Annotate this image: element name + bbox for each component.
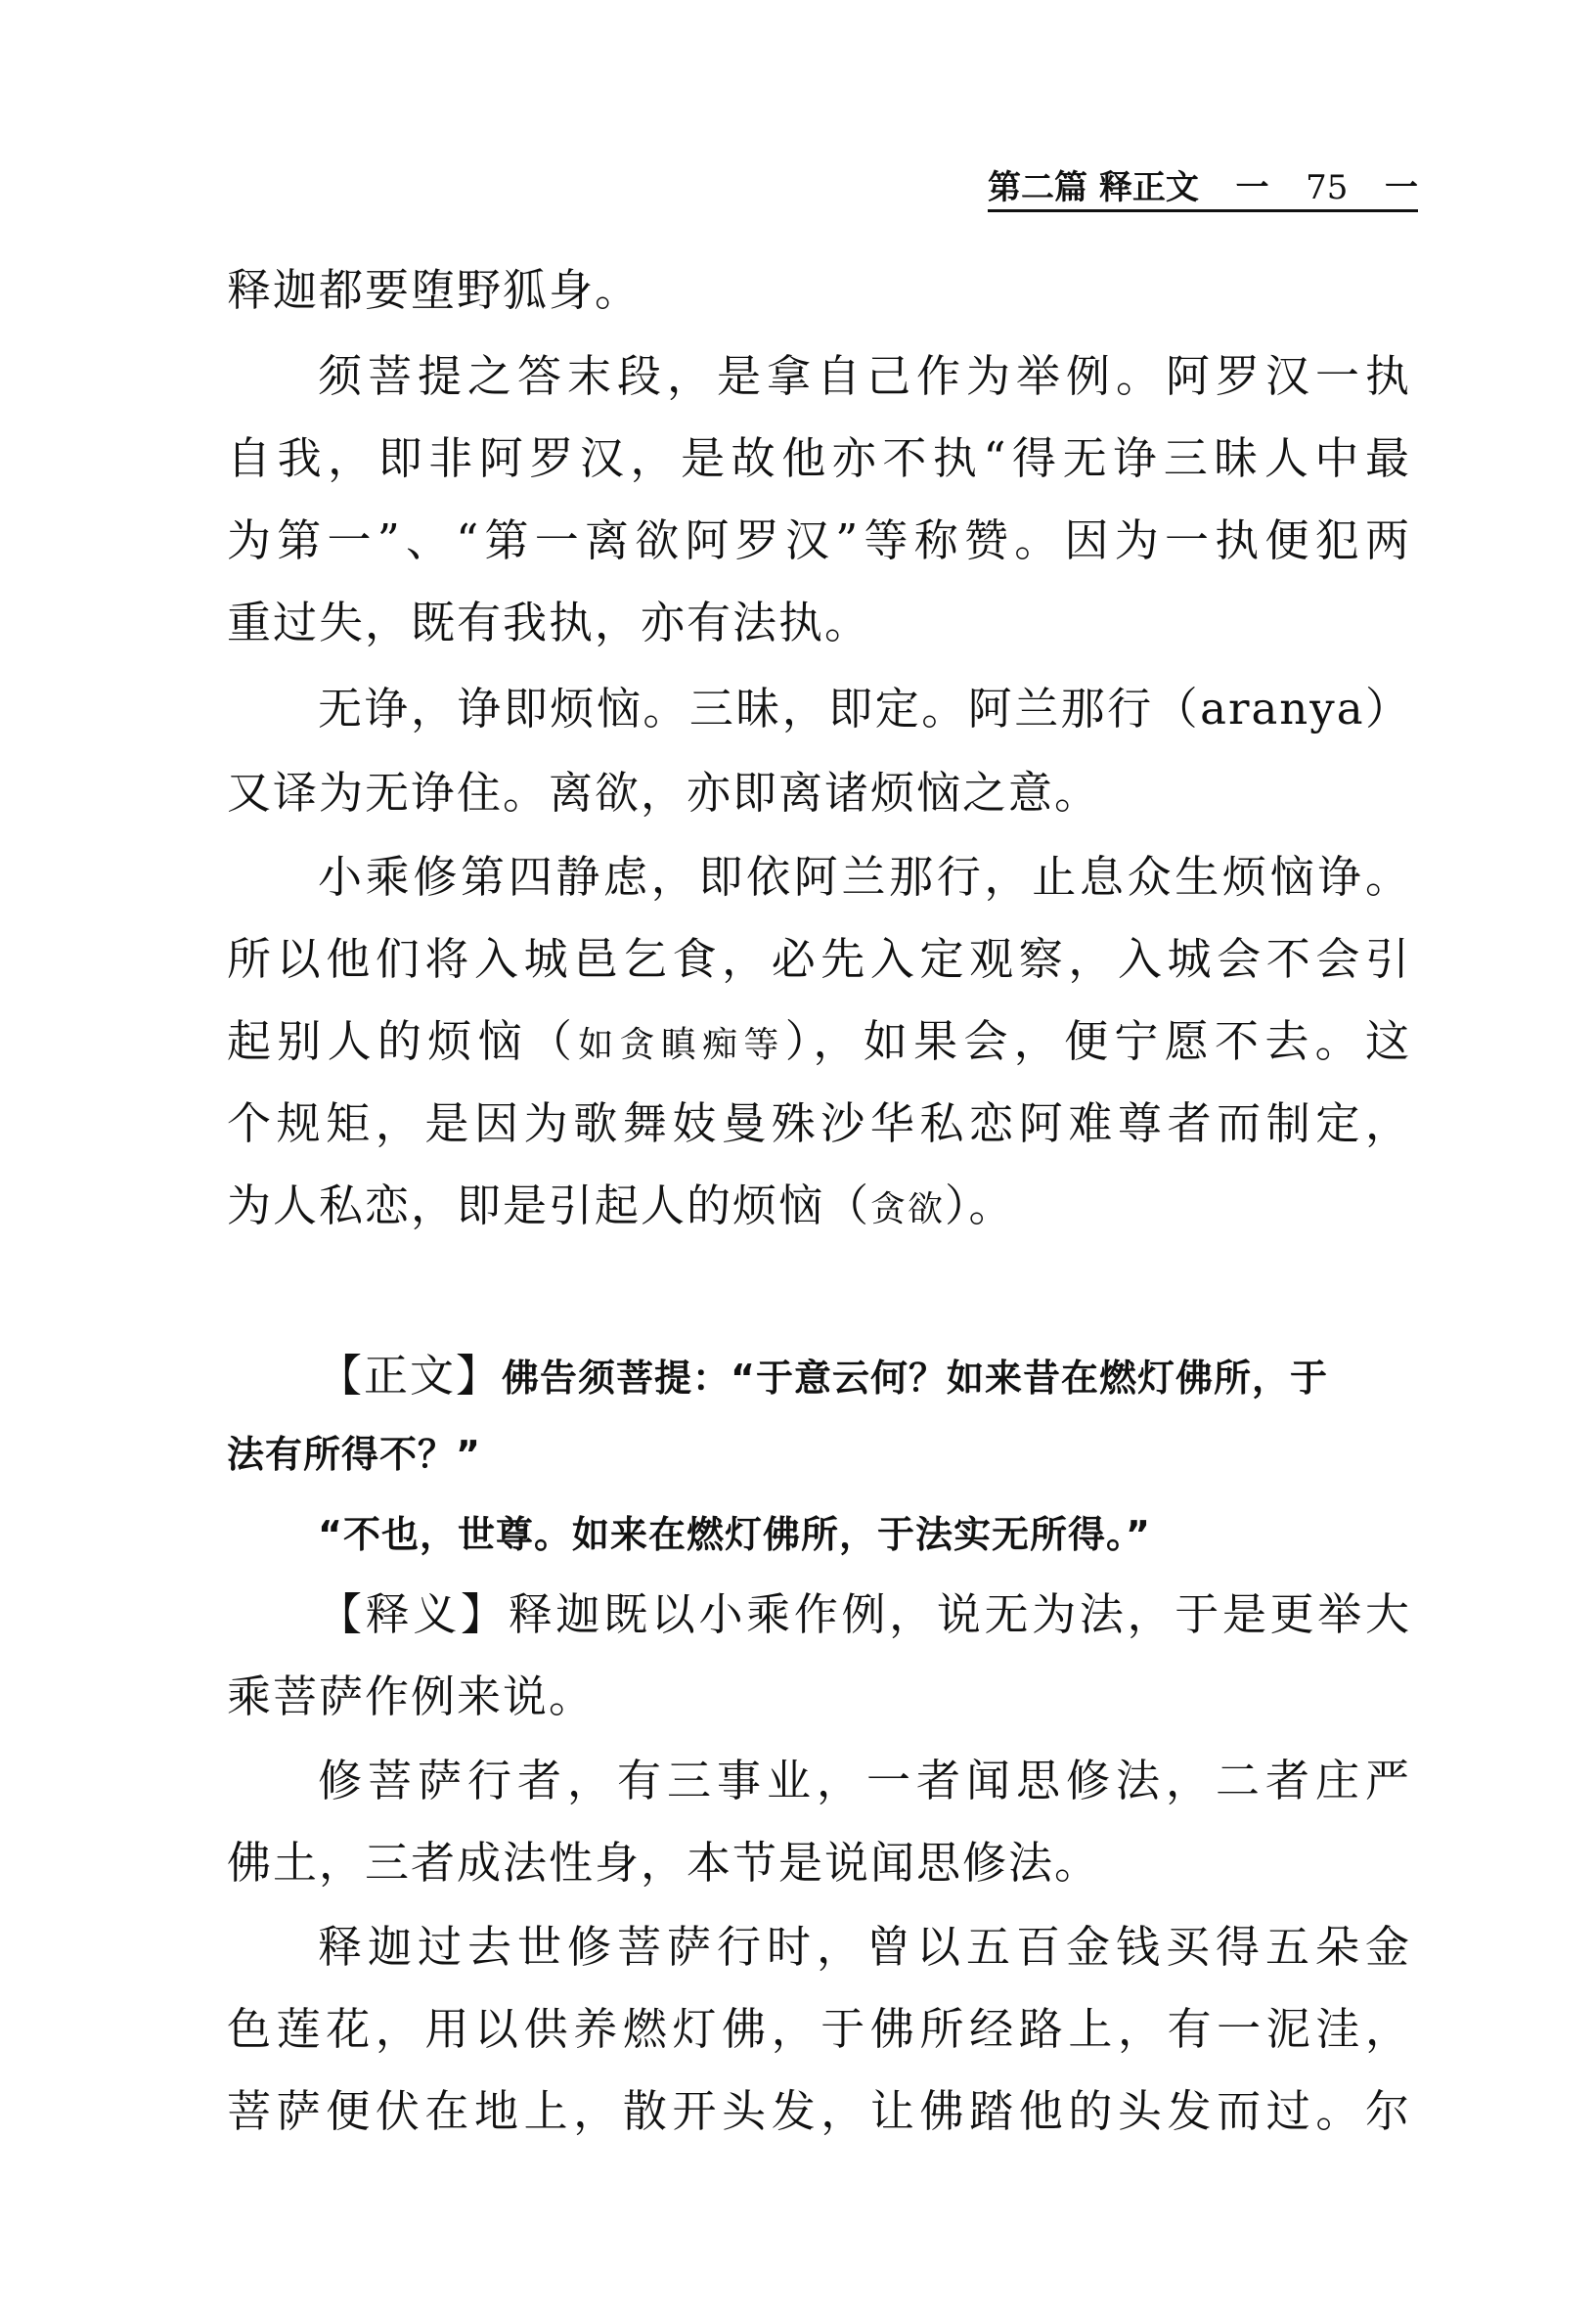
text-line: 乘菩萨作例来说。: [227, 1670, 596, 1722]
text-segment: ）。: [945, 1180, 1015, 1231]
text-line: 所以他们将入城邑乞食，必先入定观察，入城会不会引: [227, 933, 1411, 985]
section-title: 第二篇 释正文: [988, 168, 1199, 207]
text-line: [227, 1007, 1411, 1076]
section-tag: 【正文】: [318, 1350, 503, 1402]
section-tag: 【释义】: [318, 1588, 509, 1640]
text-segment: 佛告须菩提：“于意云何？如来昔在燃灯佛所，于: [502, 1357, 1328, 1400]
text-line: 菩萨便伏在地上，散开头发，让佛踏他的头发而过。尔: [227, 2085, 1411, 2137]
text-line: “不也，世尊。如来在燃灯佛所，于法实无所得。”: [318, 1513, 1151, 1556]
text-line: 无诤，诤即烦恼。三昧，即定。阿兰那行（aranya）: [318, 683, 1411, 735]
text-segment: 为人私恋，即是引起人的烦恼（: [227, 1180, 871, 1231]
text-line: 为第一”、“第一离欲阿罗汉”等称赞。因为一执便犯两: [227, 514, 1411, 566]
text-line: 释迦过去世修菩萨行时，曾以五百金钱买得五朵金: [318, 1921, 1411, 1973]
header-rule: [988, 209, 1418, 212]
text-line: [227, 1172, 1015, 1240]
text-line: 又译为无诤住。离欲，亦即离诸烦恼之意。: [227, 767, 1101, 819]
header-dash-left: 一: [1235, 168, 1269, 207]
text-line: [318, 1342, 1411, 1410]
header-dash-right: 一: [1384, 168, 1418, 207]
page-number: 75: [1306, 168, 1349, 207]
text-line: 重过失，既有我执，亦有法执。: [227, 597, 871, 648]
text-line: [318, 1581, 1411, 1649]
running-header: [988, 158, 1418, 209]
text-line: 须菩提之答末段，是拿自己作为举例。阿罗汉一执: [318, 350, 1411, 402]
small-note: 贪欲: [870, 1189, 946, 1229]
text-line: 法有所得不？”: [227, 1433, 481, 1476]
text-line: 修菩萨行者，有三事业，一者闻思修法，二者庄严: [318, 1755, 1411, 1806]
small-note: 如贪瞋痴等: [578, 1025, 785, 1065]
text-line: 色莲花，用以供养燃灯佛，于佛所经路上，有一泥洼，: [227, 2003, 1411, 2055]
text-line: 自我，即非阿罗汉，是故他亦不执“得无诤三昧人中最: [227, 432, 1411, 484]
text-segment: 释迦既以小乘作例，说无为法，于是更举大: [508, 1588, 1411, 1640]
text-line: 小乘修第四静虑，即依阿兰那行，止息众生烦恼诤。: [318, 851, 1411, 903]
text-line: 个规矩，是因为歌舞妓曼殊沙华私恋阿难尊者而制定，: [227, 1097, 1411, 1149]
text-line: 释迦都要堕野狐身。: [227, 264, 642, 316]
text-line: 佛土，三者成法性身，本节是说闻思修法。: [227, 1837, 1101, 1889]
text-segment: ），如果会，便宁愿不去。这: [784, 1015, 1411, 1067]
text-segment: 起别人的烦恼（: [227, 1015, 579, 1067]
